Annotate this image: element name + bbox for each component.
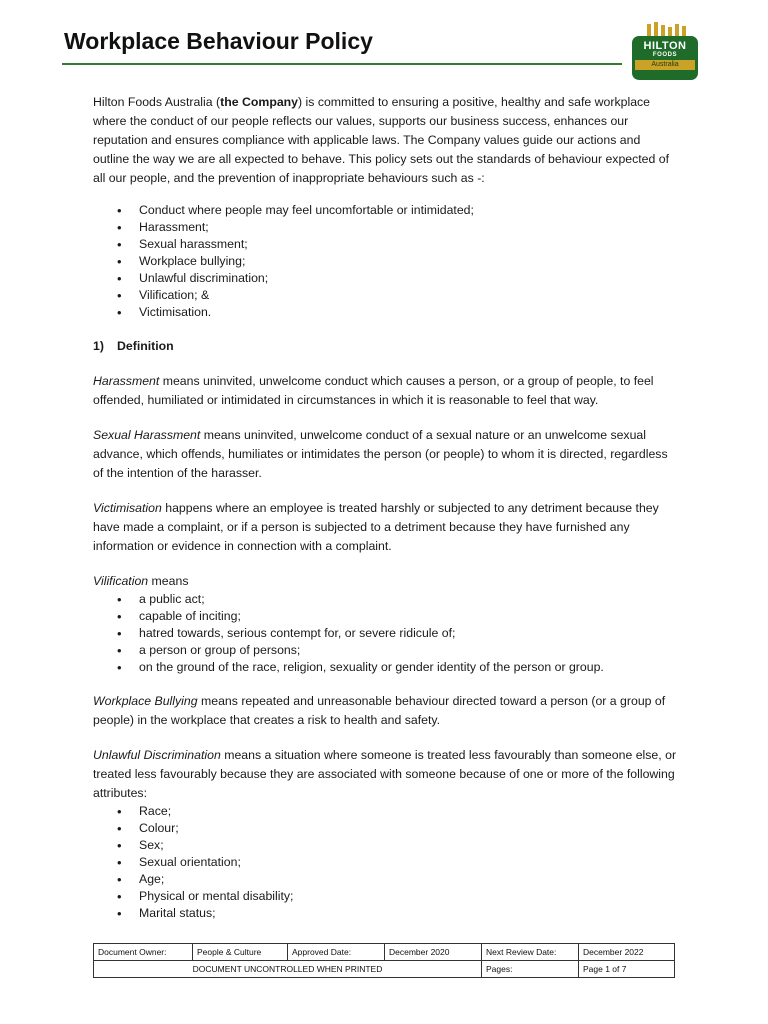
list-item: • Sexual orientation;	[117, 854, 678, 871]
list-item: • Harassment;	[117, 219, 678, 236]
list-item: • Unlawful discrimination;	[117, 270, 678, 287]
list-item: • capable of inciting;	[117, 608, 678, 625]
list-item: • a person or group of persons;	[117, 642, 678, 659]
list-item: • Victimisation.	[117, 304, 678, 321]
logo-badge	[632, 36, 698, 80]
list-item: • Workplace bullying;	[117, 253, 678, 270]
document-control-table	[93, 943, 675, 978]
definition-harassment: Harassment means uninvited, unwelcome conduct which causes a person, or a group of people, to feel offended, humiliated or intimidated in circumstances in which it is reasonable to feel that way.	[93, 374, 654, 407]
approved-value: December 2020	[385, 944, 482, 961]
list-item: • Sex;	[117, 837, 678, 854]
company-logo	[628, 22, 700, 82]
intro-paragraph: Hilton Foods Australia (the Company) is committed to ensuring a positive, healthy and safe workplace where the conduct of our people reflects our values, supports our business success, enhances our reputation and ensures compliance with applicable laws. The Company values guide our actions and outline the way we are all expected to behave. This policy sets out the standards of behaviour expected of all our people, and the prevention of inappropriate behaviours such as -:	[93, 95, 670, 185]
logo-text-hilton: HILTON	[643, 40, 687, 52]
list-item: • hatred towards, serious contempt for, or severe ridicule of;	[117, 625, 678, 642]
definition-victimisation: Victimisation happens where an employee is treated harshly or subjected to any detriment because they have made a complaint, or if a person is subjected to a detriment because they have furnished any information or evidence in connection with a complaint.	[93, 501, 659, 553]
list-item: • on the ground of the race, religion, sexuality or gender identity of the person or group.	[117, 659, 678, 676]
list-item: • Physical or mental disability;	[117, 888, 678, 905]
attributes-list	[93, 803, 678, 922]
review-value: December 2022	[579, 944, 675, 961]
title-underline	[62, 63, 622, 65]
list-item: • Race;	[117, 803, 678, 820]
logo-text-australia: Australia	[635, 60, 695, 70]
logo-text-foods: FOODS	[652, 52, 678, 58]
list-item: • a public act;	[117, 591, 678, 608]
list-item: • Marital status;	[117, 905, 678, 922]
approved-label: Approved Date:	[288, 944, 385, 961]
list-item: • Age;	[117, 871, 678, 888]
table-row	[94, 961, 675, 978]
list-item: • Vilification; &	[117, 287, 678, 304]
owner-value: People & Culture	[193, 944, 288, 961]
uncontrolled-notice: DOCUMENT UNCONTROLLED WHEN PRINTED	[94, 961, 482, 978]
table-row	[94, 944, 675, 961]
behaviour-list	[93, 202, 678, 321]
definition-workplace-bullying: Workplace Bullying means repeated and unreasonable behaviour directed toward a person (or a group of people) in the workplace that creates a risk to health and safety.	[93, 694, 666, 727]
definition-unlawful-discrimination: Unlawful Discrimination means a situation where someone is treated less favourably than someone else, or treated less favourably because they are associated with someone because of one or more of the following attributes:	[93, 748, 677, 800]
section-heading-definition: 1) Definition	[93, 339, 174, 353]
list-item: • Conduct where people may feel uncomfortable or intimidated;	[117, 202, 678, 219]
pages-value: Page 1 of 7	[579, 961, 675, 978]
owner-label: Document Owner:	[94, 944, 193, 961]
document-body	[93, 93, 678, 922]
list-item: • Sexual harassment;	[117, 236, 678, 253]
pages-label: Pages:	[482, 961, 579, 978]
definition-sexual-harassment: Sexual Harassment means uninvited, unwelcome conduct of a sexual nature or an unwelcome sexual advance, which offends, humiliates or intimidates the person (or people) to whom it is directed, regardless of the intention of the harasser.	[93, 428, 668, 480]
document-title: Workplace Behaviour Policy	[64, 28, 373, 54]
definition-vilification: Vilification means	[93, 574, 189, 588]
review-label: Next Review Date:	[482, 944, 579, 961]
list-item: • Colour;	[117, 820, 678, 837]
vilification-list	[93, 591, 678, 676]
